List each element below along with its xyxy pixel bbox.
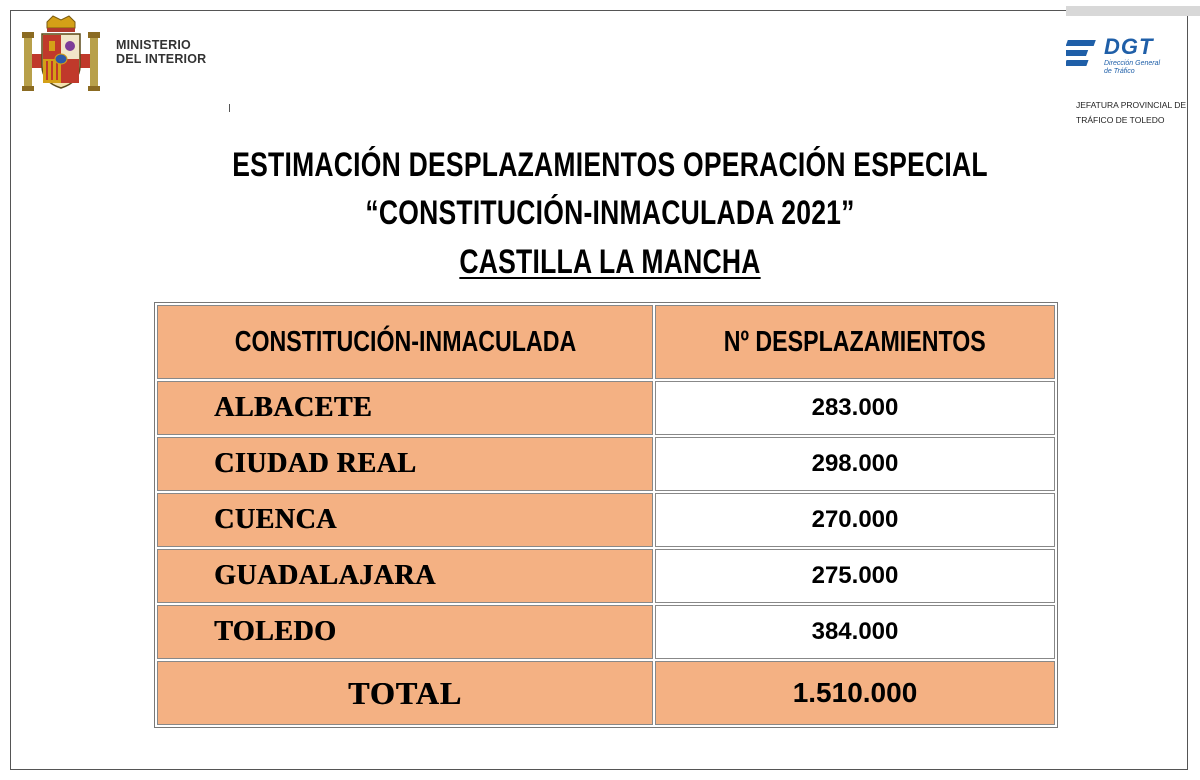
jefatura-label <box>1076 98 1186 128</box>
table-total-row <box>157 661 1055 725</box>
province-cell: TOLEDO <box>157 605 653 659</box>
title-line-1: ESTIMACIÓN DESPLAZAMIENTOS OPERACIÓN ESPECIAL <box>232 146 988 184</box>
corner-tab <box>1066 6 1200 16</box>
value-cell: 275.000 <box>655 549 1055 603</box>
value-cell: 384.000 <box>655 605 1055 659</box>
value-cell: 283.000 <box>655 381 1055 435</box>
dgt-wordmark: DGT <box>1104 34 1154 59</box>
value-cell: 298.000 <box>655 437 1055 491</box>
jefatura-line-1: JEFATURA PROVINCIAL DE <box>1076 100 1187 110</box>
dgt-emblem-icon <box>1066 34 1102 72</box>
province-cell: ALBACETE <box>157 381 653 435</box>
table-row <box>157 493 1055 547</box>
dgt-subtitle <box>1104 60 1160 75</box>
table-row <box>157 437 1055 491</box>
tick-mark <box>229 104 230 112</box>
title-line-3: CASTILLA LA MANCHA <box>459 243 761 281</box>
title-line-2: “CONSTITUCIÓN-INMACULADA 2021” <box>365 194 855 232</box>
ministry-name <box>116 38 206 66</box>
column-header-period: CONSTITUCIÓN-INMACULADA <box>157 305 653 379</box>
displacements-table <box>154 302 1058 728</box>
coat-of-arms-logo <box>20 14 102 96</box>
table-header-row <box>157 305 1055 379</box>
table-row <box>157 381 1055 435</box>
dgt-subtitle-line-2: de Tráfico <box>1104 67 1135 75</box>
dgt-subtitle-line-1: Dirección General <box>1104 60 1161 67</box>
total-value: 1.510.000 <box>655 661 1055 725</box>
column-header-displacements: Nº DESPLAZAMIENTOS <box>655 305 1055 379</box>
province-cell: CUENCA <box>157 493 653 547</box>
total-label: TOTAL <box>157 661 653 725</box>
value-cell: 270.000 <box>655 493 1055 547</box>
jefatura-line-2: TRÁFICO DE TOLEDO <box>1076 115 1165 125</box>
ministry-line-2: DEL INTERIOR <box>116 52 207 66</box>
ministry-line-1: MINISTERIO <box>116 38 191 52</box>
province-cell: CIUDAD REAL <box>157 437 653 491</box>
table-row <box>157 605 1055 659</box>
table-row <box>157 549 1055 603</box>
dgt-logo <box>1066 34 1196 80</box>
province-cell: GUADALAJARA <box>157 549 653 603</box>
